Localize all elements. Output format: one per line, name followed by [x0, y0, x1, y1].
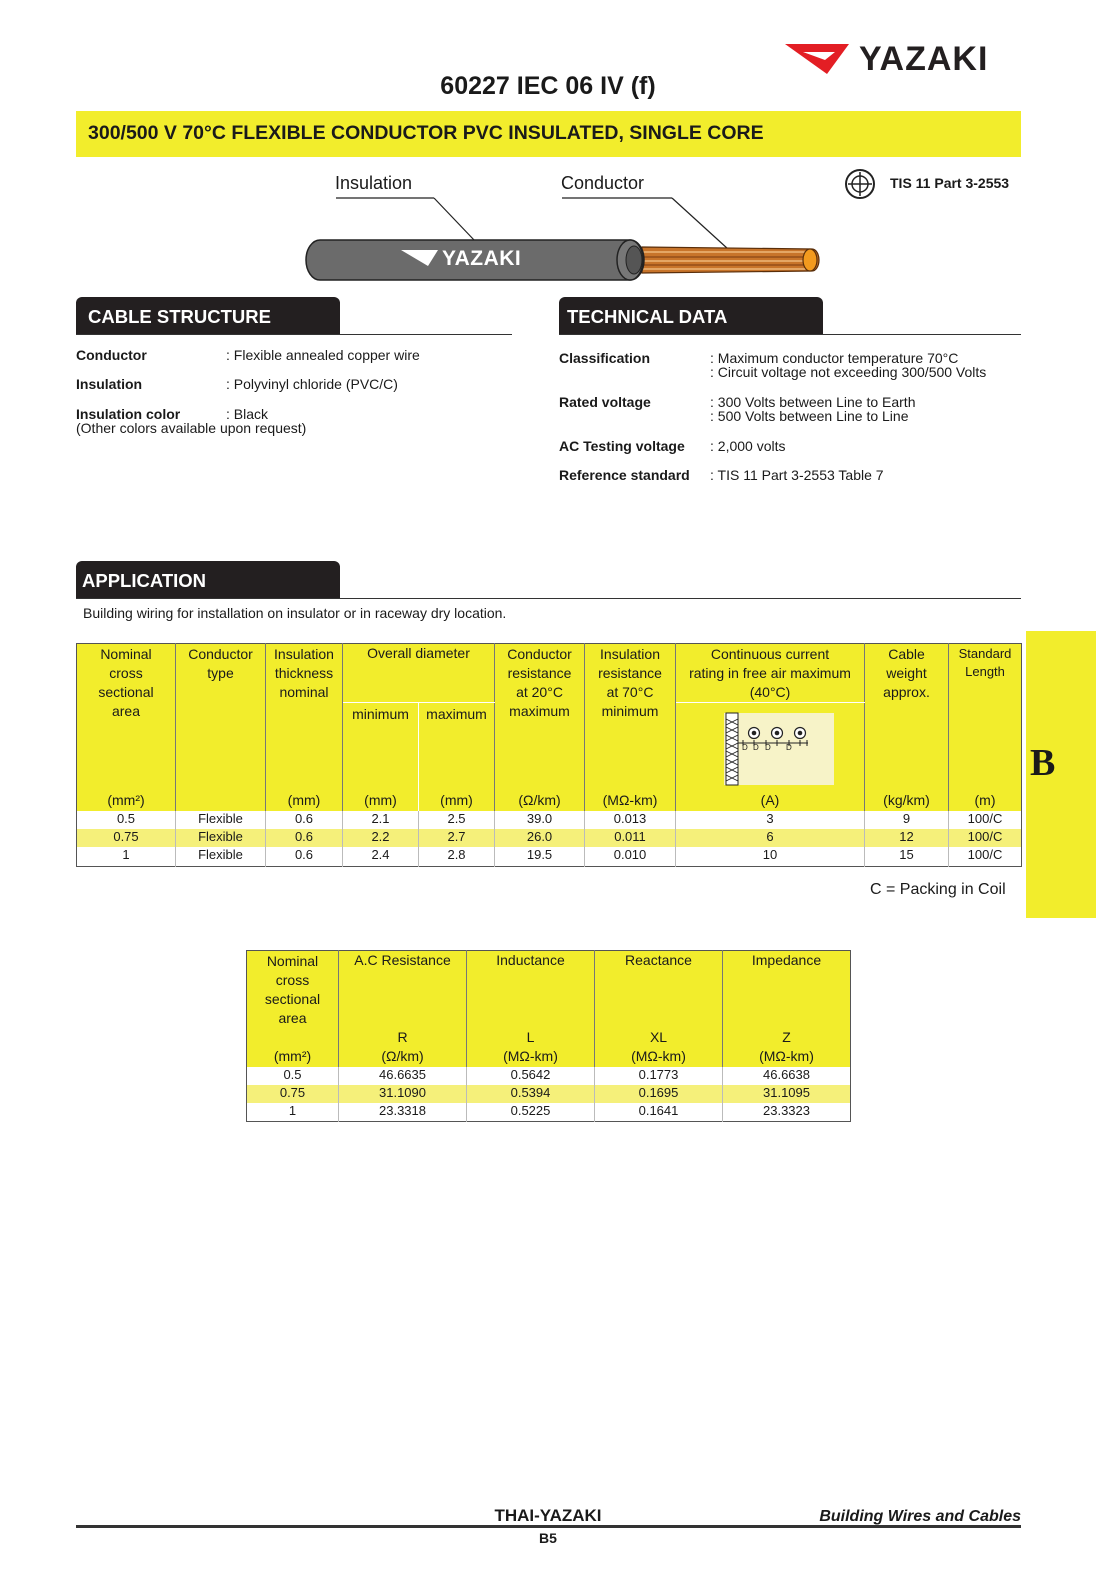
footer-section-title: Building Wires and Cables — [819, 1508, 1021, 1525]
spec-header-resistance: Conductor resistance at 20°C maximum — [495, 644, 585, 793]
tech-value-classification-2: : Circuit voltage not exceeding 300/500 Volts — [710, 364, 987, 380]
structure-label-insulation: Insulation — [76, 376, 143, 392]
imp-cell: 46.6635 — [339, 1067, 467, 1085]
spec-cell: 2.2 — [343, 829, 419, 847]
spec-unit: (kg/km) — [865, 792, 949, 811]
tech-value-rated-voltage-2: : 500 Volts between Line to Line — [710, 408, 909, 424]
spec-cell: 26.0 — [495, 829, 585, 847]
subtitle-text: 300/500 V 70°C FLEXIBLE CONDUCTOR PVC INSULATED, SINGLE CORE — [88, 122, 764, 144]
spec-cell: 3 — [676, 811, 865, 829]
imp-header-impedance: Impedance — [723, 951, 851, 1029]
table-row — [247, 1067, 851, 1085]
cable-print-text: YAZAKI — [442, 247, 522, 270]
tech-value-rated-voltage-1: : 300 Volts between Line to Earth — [710, 394, 916, 410]
spec-header-dmax: maximum — [419, 703, 495, 793]
standard-mark-text: TIS 11 Part 3-2553 — [890, 175, 1010, 191]
page-title: 60227 IEC 06 IV (f) — [440, 72, 656, 100]
impedance-table — [246, 950, 851, 1122]
conductor-label: Conductor — [561, 173, 645, 193]
imp-symbol: L — [467, 1029, 595, 1048]
spec-cell: 0.011 — [585, 829, 676, 847]
subtitle-banner — [76, 111, 1021, 157]
imp-unit: (MΩ-km) — [467, 1048, 595, 1067]
imp-unit: (Ω/km) — [339, 1048, 467, 1067]
diagram-label-d2: D — [753, 743, 759, 752]
imp-symbol: Z — [723, 1029, 851, 1048]
yazaki-logo-icon — [785, 42, 849, 76]
spec-unit: (A) — [676, 792, 865, 811]
spec-table — [76, 643, 1022, 867]
imp-cell: 31.1095 — [763, 1084, 810, 1100]
imp-unit: (MΩ-km) — [723, 1048, 851, 1067]
tech-label-ac-testing: AC Testing voltage — [559, 438, 685, 454]
spec-cell: 9 — [865, 811, 949, 829]
spec-header-current: Continuous current rating in free air maximum (40°C) — [676, 644, 865, 703]
imp-unit: (MΩ-km) — [595, 1048, 723, 1067]
spec-cell: 15 — [865, 847, 949, 866]
diagram-label-d3: D — [765, 743, 771, 752]
table-row — [77, 847, 1022, 866]
table-row — [77, 811, 1022, 829]
tech-value-classification-1: : Maximum conductor temperature 70°C — [710, 350, 959, 366]
application-text: Building wiring for installation on insulator or in raceway dry location. — [83, 605, 507, 621]
imp-cell: 23.3323 — [763, 1102, 810, 1118]
application-heading: APPLICATION — [82, 570, 207, 591]
tech-label-rated-voltage: Rated voltage — [559, 394, 651, 410]
imp-cell: 1 — [247, 1103, 339, 1122]
imp-cell: 0.5225 — [467, 1103, 595, 1122]
spec-current-diagram — [676, 703, 865, 793]
imp-cell: 0.5 — [247, 1067, 339, 1085]
tech-value-reference: : TIS 11 Part 3-2553 Table 7 — [710, 467, 884, 483]
structure-label-insulation-color: Insulation color — [76, 406, 181, 422]
spec-cell: 2.1 — [343, 811, 419, 829]
spec-header-weight: Cable weight approx. — [865, 644, 949, 793]
table-row — [247, 1085, 851, 1103]
spec-units-row — [77, 792, 1022, 811]
table-row — [77, 829, 1022, 847]
section-side-tab — [1026, 631, 1096, 918]
table-row — [247, 1103, 851, 1122]
cable-structure-heading: CABLE STRUCTURE — [88, 306, 271, 327]
spec-cell: 19.5 — [495, 847, 585, 866]
spec-unit: (MΩ-km) — [585, 792, 676, 811]
structure-value-insulation-color: : Black — [226, 406, 269, 422]
structure-value-conductor: : Flexible annealed copper wire — [226, 347, 420, 363]
spec-cell: 0.013 — [585, 811, 676, 829]
spec-header-type: Conductor type — [176, 644, 266, 793]
imp-cell: 0.5642 — [467, 1067, 595, 1085]
spec-unit: (mm) — [266, 792, 343, 811]
spec-unit: (Ω/km) — [495, 792, 585, 811]
packing-note: C = Packing in Coil — [870, 881, 1006, 898]
spec-cell: 0.6 — [266, 811, 343, 829]
imp-header-resistance: A.C Resistance — [339, 951, 467, 1029]
brand-name: YAZAKI — [859, 40, 989, 78]
imp-symbol-row — [247, 1029, 851, 1048]
spec-cell: Flexible — [176, 829, 266, 847]
spec-cell: 0.6 — [266, 829, 343, 847]
spec-cell: 0.5 — [77, 811, 176, 829]
spec-cell: 10 — [676, 847, 865, 866]
imp-symbol: XL — [595, 1029, 723, 1048]
insulation-label: Insulation — [335, 173, 413, 193]
spec-cell: 0.6 — [266, 847, 343, 866]
imp-cell: 23.3318 — [339, 1103, 467, 1122]
spec-header-diameter: Overall diameter — [343, 644, 495, 703]
imp-cell: 0.75 — [247, 1085, 339, 1103]
spec-header-length: Standard Length — [949, 644, 1022, 793]
imp-header-inductance: Inductance — [467, 951, 595, 1029]
spec-cell: 12 — [865, 829, 949, 847]
technical-data-header — [559, 297, 1021, 335]
spec-unit — [176, 792, 266, 811]
spec-unit: (mm) — [419, 792, 495, 811]
footer-company: THAI-YAZAKI — [494, 1506, 602, 1525]
spec-cell: 100/C — [967, 829, 1003, 844]
spec-header-area: Nominal cross sectional area — [77, 644, 176, 793]
spec-header-ins-resistance: Insulation resistance at 70°C minimum — [585, 644, 676, 793]
structure-color-note: (Other colors available upon request) — [76, 420, 307, 436]
spec-cell: Flexible — [176, 847, 266, 866]
spec-header-dmin: minimum — [343, 703, 419, 793]
imp-cell: 0.1641 — [595, 1103, 723, 1122]
spec-cell: 100/C — [967, 811, 1003, 826]
footer-page-number: B5 — [539, 1530, 557, 1546]
cable-structure-header — [76, 297, 512, 335]
spec-cell: 2.4 — [343, 847, 419, 866]
spec-cell: 100/C — [967, 847, 1003, 862]
spec-cell: 6 — [676, 829, 865, 847]
spec-cell: 2.8 — [419, 847, 495, 866]
structure-label-conductor: Conductor — [76, 347, 147, 363]
spec-cell: 1 — [77, 847, 176, 866]
spec-header-thickness: Insulation thickness nominal — [266, 644, 343, 793]
standard-mark-icon — [844, 168, 876, 205]
spec-cell: 2.7 — [419, 829, 495, 847]
imp-cell: 0.1773 — [595, 1067, 723, 1085]
tech-label-classification: Classification — [559, 350, 651, 366]
spec-unit: (mm²) — [77, 792, 176, 811]
imp-cell: 0.5394 — [467, 1085, 595, 1103]
cable-diagram — [290, 190, 830, 295]
spec-unit: (mm) — [343, 792, 419, 811]
section-letter: B — [1030, 742, 1056, 784]
imp-cell: 0.1695 — [595, 1085, 723, 1103]
imp-header-area: Nominal cross sectional area — [247, 951, 339, 1029]
tech-value-ac-testing: : 2,000 volts — [710, 438, 786, 454]
structure-value-insulation: : Polyvinyl chloride (PVC/C) — [226, 376, 398, 392]
imp-cell: 31.1090 — [339, 1085, 467, 1103]
imp-header-reactance: Reactance — [595, 951, 723, 1029]
tech-label-reference: Reference standard — [559, 467, 690, 483]
diagram-label-d1: D — [742, 743, 748, 752]
application-header — [76, 561, 1021, 599]
spec-cell: 0.010 — [585, 847, 676, 866]
imp-units-row — [247, 1048, 851, 1067]
imp-cell: 46.6638 — [763, 1066, 810, 1082]
spec-cell: Flexible — [176, 811, 266, 829]
spec-cell: 2.5 — [419, 811, 495, 829]
imp-symbol — [247, 1029, 339, 1048]
imp-symbol: R — [339, 1029, 467, 1048]
imp-unit: (mm²) — [247, 1048, 339, 1067]
technical-data-heading: TECHNICAL DATA — [567, 306, 728, 327]
diagram-label-d4: D — [786, 743, 792, 752]
spec-unit: (m) — [949, 792, 1022, 811]
spec-cell: 0.75 — [77, 829, 176, 847]
spec-cell: 39.0 — [495, 811, 585, 829]
